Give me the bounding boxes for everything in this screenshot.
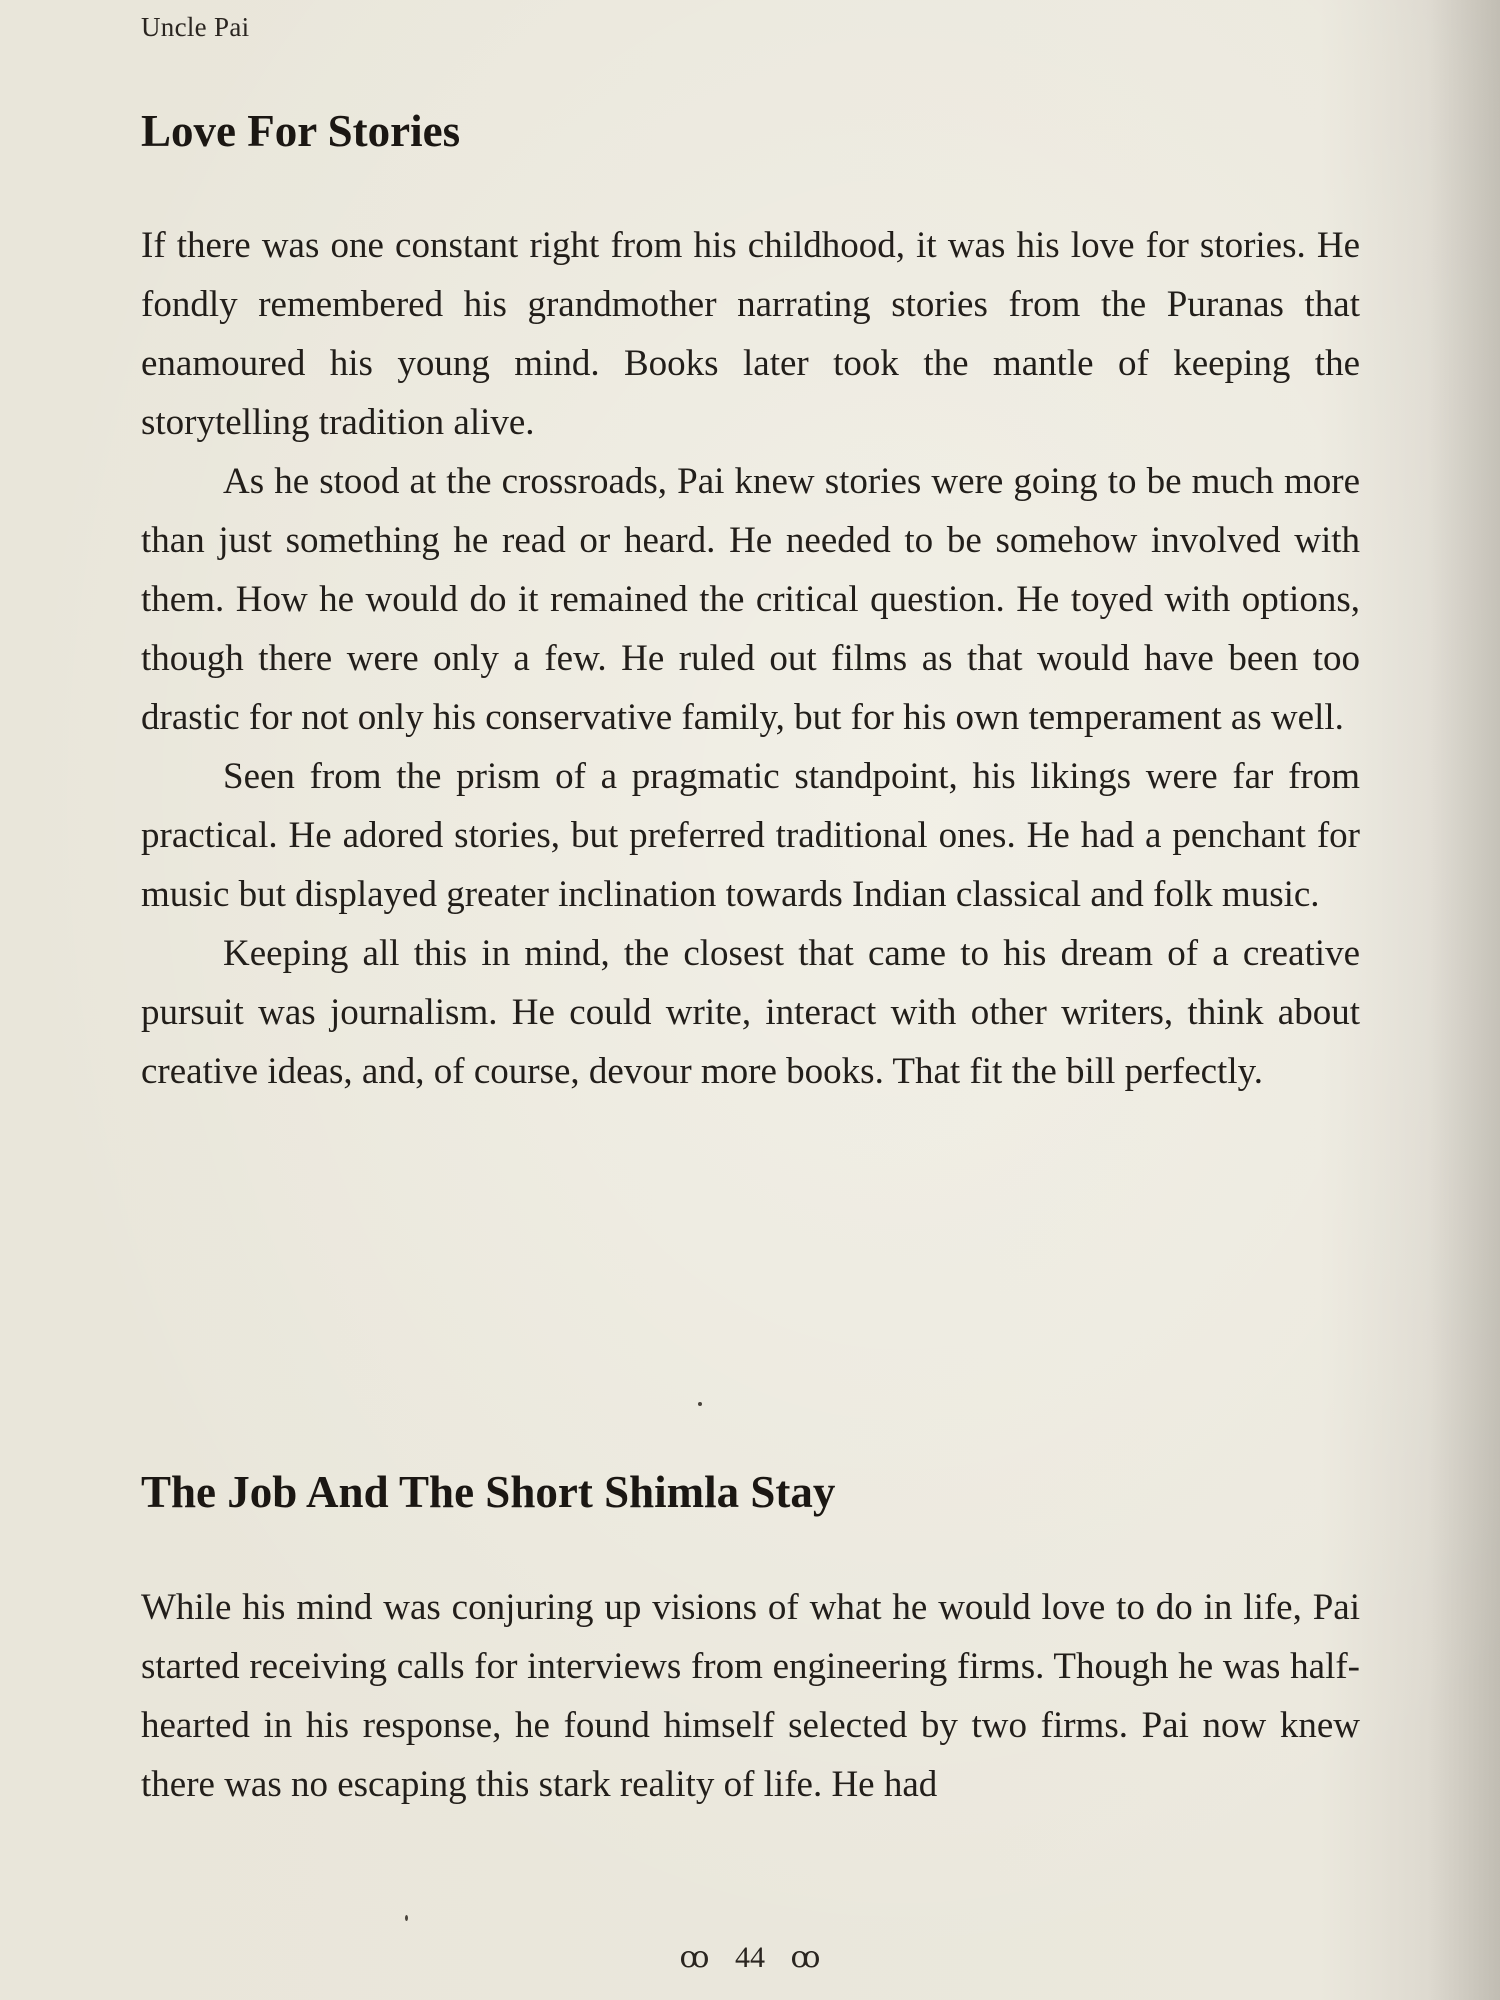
print-speck	[405, 1915, 408, 1921]
section-heading-love-for-stories: Love For Stories	[141, 106, 461, 156]
page-number: 44	[735, 1941, 765, 1974]
running-head: Uncle Pai	[141, 12, 250, 42]
print-speck	[698, 1402, 702, 1406]
paragraph: Keeping all this in mind, the closest that came to his dream of a creative pursuit was journalism. He could write, interact with other writers, think about creative ideas, and, of course, devour more books. That fit the bill perfectly.	[141, 933, 1360, 1092]
paragraph: As he stood at the crossroads, Pai knew stories were going to be much more than just something he read or heard. He needed to be somehow involved with them. How he would do it remained the critical question. He toyed with options, though there were only a few. He ruled out films as that would have been too drastic for not only his conservative family, but for his own temperament as well.	[141, 461, 1360, 738]
page-footer	[0, 1940, 1500, 1975]
section-body-job-and-shimla-stay	[141, 1578, 1360, 1814]
paragraph: If there was one constant right from his childhood, it was his love for stories. He fondly remembered his grandmother narrating stories from the Puranas that enamoured his young mind. Books later took the mantle of keeping the storytelling tradition alive.	[141, 225, 1360, 443]
section-body-love-for-stories	[141, 216, 1360, 1101]
paragraph: While his mind was conjuring up visions of what he would love to do in life, Pai started receiving calls for interviews from engineering firms. Though he was half-hearted in his response, he found himself selected by two firms. Pai now knew there was no escaping this stark reality of life. He had	[141, 1587, 1360, 1805]
right-ornament-icon: ꝏ	[790, 1941, 821, 1974]
section-heading-job-and-shimla-stay: The Job And The Short Shimla Stay	[141, 1467, 836, 1517]
paragraph: Seen from the prism of a pragmatic standpoint, his likings were far from practical. He adored stories, but preferred traditional ones. He had a penchant for music but displayed greater inclination towards Indian classical and folk music.	[141, 756, 1360, 915]
left-ornament-icon: ꝏ	[679, 1941, 710, 1974]
